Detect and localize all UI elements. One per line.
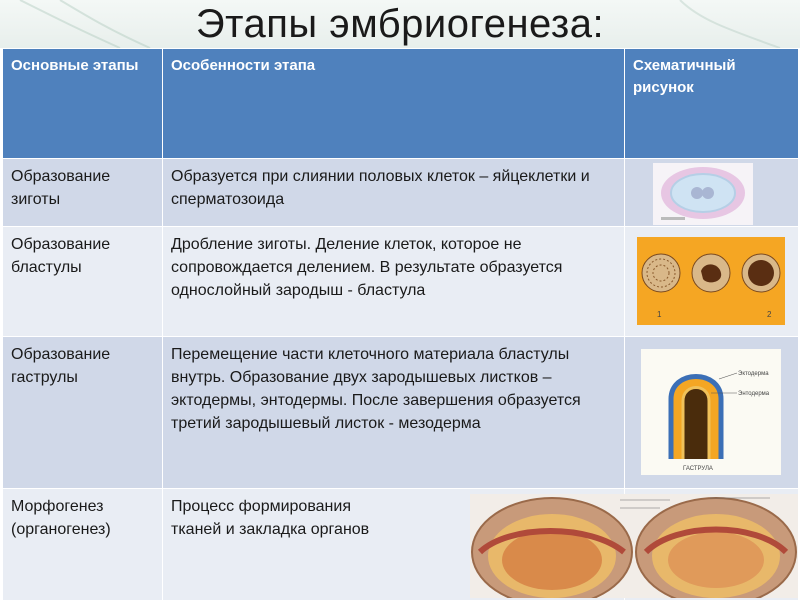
header-schematic: Схематичный рисунок — [625, 49, 799, 159]
stage-name: Образование гаструлы — [3, 337, 163, 489]
blastula-image — [637, 237, 785, 325]
table-row — [3, 159, 799, 227]
stage-name: Образование зиготы — [3, 159, 163, 227]
stage-description: Образуется при слиянии половых клеток – яйцеклетки и сперматозоида — [163, 159, 625, 227]
table-row — [3, 337, 799, 489]
schematic-cell — [625, 227, 799, 337]
ectoderm-label: Эктодерма — [738, 371, 769, 377]
morphogenesis-image — [470, 494, 798, 598]
gastrula-image — [641, 349, 781, 475]
zygote-image — [653, 163, 753, 225]
table-header-row — [3, 49, 799, 159]
page-title: Этапы эмбриогенеза: — [195, 2, 605, 46]
table-row — [3, 227, 799, 337]
stage-name: Морфогенез (органогенез) — [3, 489, 163, 601]
schematic-cell — [625, 159, 799, 227]
stage-description: Перемещение части клеточного материала бластулы внутрь. Образование двух зародышевых листков – эктодермы, энтодермы. После завершения образуется третий зародышевый листок - мезодерма — [163, 337, 625, 489]
gastrula-caption: ГАСТРУЛА — [683, 466, 713, 472]
header-main-stages: Основные этапы — [3, 49, 163, 159]
endoderm-label: Энтодерма — [738, 391, 770, 397]
header-stage-features: Особенности этапа — [163, 49, 625, 159]
blastula-label-1: 1 — [657, 310, 662, 319]
stage-description-text: Процесс формирования тканей и закладка органов — [171, 498, 370, 538]
stage-name: Образование бластулы — [3, 227, 163, 337]
blastula-label-2: 2 — [767, 310, 772, 319]
schematic-cell — [625, 337, 799, 489]
stage-description: Дробление зиготы. Деление клеток, которое не сопровождается делением. В результате образуется однослойный зародыш - бластула — [163, 227, 625, 337]
